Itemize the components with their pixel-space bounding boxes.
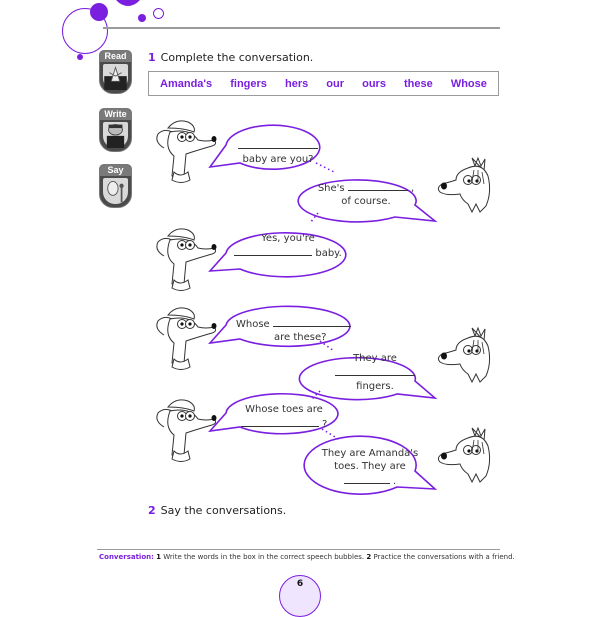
bubble-b4 [318, 447, 422, 488]
bubble-b1 [236, 316, 360, 344]
exercise-1-instruction: Complete the conversation. [160, 51, 314, 64]
bubble-b3-line1: Whose toes are [245, 404, 323, 415]
exercise-2-number: 2 [148, 504, 156, 517]
footer-note [99, 553, 515, 561]
answer-blank-a1[interactable] [238, 138, 318, 149]
bubble-a2-pre: She's [317, 183, 345, 194]
word-whose: Whose [450, 77, 487, 90]
bubble-b1-line2: are these? [274, 332, 327, 343]
boy-character-1 [157, 121, 217, 183]
exercise-1-number: 1 [148, 51, 156, 64]
bubble-a3-post: baby. [315, 248, 342, 259]
word-fingers: fingers [230, 77, 267, 90]
bubble-b4-line1: They are Amanda's [321, 448, 419, 459]
footer-step2-number: 2 [366, 553, 372, 561]
girl-character-3 [438, 428, 489, 482]
bubble-b1-pre: Whose [236, 319, 270, 330]
page-number: 6 [296, 579, 304, 589]
word-ours: ours [362, 77, 386, 90]
bubble-a3-line1: Yes, you're [261, 233, 315, 244]
answer-blank-b2[interactable] [335, 365, 415, 376]
footer-step1-number: 1 [156, 553, 162, 561]
bubble-a2-post: , [410, 183, 415, 194]
bubble-a1-line2: baby are you? [242, 154, 314, 165]
read-badge-label: Read [100, 51, 131, 62]
footer-step2-text: Practice the conversations with a friend. [373, 553, 515, 561]
bubble-b3-post: ? [321, 419, 328, 430]
bubble-b4-line2: toes. They are [334, 461, 406, 472]
answer-blank-b1[interactable] [273, 316, 351, 327]
boy-character-2 [157, 229, 217, 291]
word-our: our [326, 77, 345, 90]
bubble-b3 [228, 403, 340, 431]
answer-blank-b3[interactable] [241, 416, 319, 427]
bubble-b2 [322, 352, 428, 393]
bubble-b4-post: . [393, 476, 397, 487]
answer-blank-b4[interactable] [344, 473, 390, 484]
say-badge-label: Say [100, 165, 131, 176]
boy-character-3 [157, 308, 217, 370]
exercise-2-title [148, 504, 286, 517]
footer-key: Conversation: [99, 553, 154, 561]
word-these: these [404, 77, 433, 90]
bubble-a2 [308, 180, 424, 208]
girl-character-1 [438, 158, 489, 212]
bubble-a2-line2: of course. [341, 196, 391, 207]
boy-character-4 [157, 400, 217, 462]
answer-blank-a3[interactable] [234, 245, 312, 256]
bubble-b2-line3: fingers. [356, 381, 394, 392]
footer-rule [97, 549, 500, 550]
word-hers: hers [284, 77, 309, 90]
bubble-a1 [230, 138, 326, 166]
bubble-a3 [228, 232, 348, 260]
page-number-badge [279, 575, 321, 617]
girl-character-2 [438, 328, 489, 382]
answer-blank-a2[interactable] [348, 180, 408, 191]
exercise-2-instruction: Say the conversations. [160, 504, 287, 517]
bubble-b2-line1: They are [353, 353, 397, 364]
footer-step1-text: Write the words in the box in the correct speech bubbles. [163, 553, 365, 561]
write-badge-label: Write [100, 109, 131, 120]
word-amandas: Amanda's [160, 77, 213, 90]
